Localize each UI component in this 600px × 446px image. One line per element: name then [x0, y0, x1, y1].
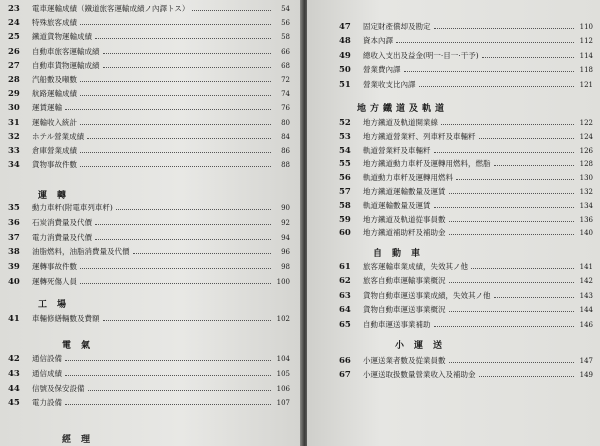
entry-title: 動力車粁(附電車列車粁)	[32, 203, 113, 212]
entry-page: 122	[579, 119, 593, 127]
toc-entry	[339, 291, 593, 301]
leader-dots	[133, 253, 272, 254]
leader-dots	[441, 124, 574, 125]
toc-entry	[8, 160, 290, 170]
leader-dots	[65, 360, 271, 361]
entry-page: 68	[281, 61, 290, 70]
entry-number: 59	[339, 214, 351, 225]
leader-dots	[434, 152, 575, 153]
entry-number: 50	[339, 65, 351, 76]
entry-page: 118	[579, 66, 593, 75]
toc-entry	[339, 146, 593, 156]
leader-dots	[449, 311, 575, 312]
entry-title: 小運送取扱數量營業收入及補助金	[363, 370, 476, 380]
leader-dots	[419, 86, 575, 87]
toc-entry	[339, 262, 593, 272]
entry-number: 39	[8, 262, 20, 273]
leader-dots	[449, 221, 575, 222]
entry-title: 旅客自動車運輸事業概況	[363, 276, 446, 286]
entry-title: 軌道動力車粁及運轉用燃料	[363, 173, 453, 183]
leader-dots	[449, 234, 575, 235]
entry-number: 23	[8, 4, 20, 14]
toc-entry	[339, 65, 593, 75]
toc-entry	[339, 36, 593, 46]
entry-number: 38	[8, 247, 20, 258]
entry-title: 自動車貨物運輸成績	[32, 60, 100, 70]
toc-entry	[339, 51, 593, 61]
entry-title: 鐵道貨物運輸成績	[32, 32, 92, 42]
leader-dots	[87, 138, 271, 139]
entry-number: 32	[8, 131, 20, 142]
entry-title: 地方鐵道及軌道從事員數	[363, 214, 446, 224]
section-heading: 工場	[38, 300, 77, 310]
toc-entry	[8, 384, 290, 394]
leader-dots	[80, 152, 271, 153]
entry-number: 56	[339, 173, 351, 184]
entry-page: 74	[281, 90, 290, 99]
toc-entry	[8, 103, 290, 113]
entry-page: 128	[579, 160, 593, 169]
entry-page: 142	[579, 277, 593, 286]
entry-number: 25	[8, 32, 20, 43]
entry-title: 軌道運輸數量及運賃	[363, 200, 431, 210]
entry-page: 126	[579, 146, 593, 155]
toc-entry	[8, 247, 290, 257]
entry-page: 76	[281, 104, 290, 113]
entry-title: 通信成績	[32, 368, 62, 378]
leader-dots	[396, 42, 574, 43]
entry-page: 66	[281, 47, 290, 56]
toc-entry	[8, 32, 290, 42]
entry-title: 旅客運輸車業成績，失效其ノ他	[363, 262, 468, 271]
toc-entry	[8, 132, 290, 142]
section-heading: 經理	[62, 435, 101, 445]
toc-entry	[8, 18, 290, 28]
entry-number: 47	[339, 22, 351, 32]
entry-page: 134	[579, 201, 593, 210]
toc-entry	[8, 203, 290, 213]
section-heading: 地方鐵道及軌道	[357, 104, 449, 114]
entry-title: 航路運輸成績	[32, 89, 77, 99]
entry-page: 124	[579, 132, 593, 141]
toc-entry	[8, 47, 290, 57]
entry-number: 26	[8, 46, 20, 57]
entry-title: 資本內譯	[363, 36, 393, 46]
entry-page: 106	[276, 384, 290, 393]
entry-number: 48	[339, 36, 351, 47]
leader-dots	[479, 376, 575, 377]
entry-number: 66	[339, 356, 351, 366]
entry-page: 88	[281, 161, 290, 170]
entry-page: 94	[281, 233, 290, 242]
entry-number: 49	[339, 50, 351, 61]
entry-title: 車輛修繕輛數及費額	[32, 314, 100, 323]
toc-entry	[8, 262, 290, 272]
entry-page: 56	[281, 19, 290, 28]
entry-number: 52	[339, 118, 351, 128]
entry-number: 29	[8, 89, 20, 100]
entry-title: ホテル營業成績	[32, 131, 85, 141]
toc-entry	[8, 75, 290, 85]
entry-number: 65	[339, 319, 351, 330]
leader-dots	[80, 124, 271, 125]
toc-entry	[339, 173, 593, 183]
entry-title: 自動車運送事業補助	[363, 319, 431, 329]
entry-title: 地方鐵道補助粁及補助金	[363, 228, 446, 238]
entry-page: 114	[579, 51, 593, 60]
entry-page: 84	[281, 132, 290, 141]
section-heading: 小運送	[395, 341, 453, 351]
entry-page: 80	[281, 118, 290, 127]
entry-number: 30	[8, 103, 20, 114]
entry-page: 146	[579, 320, 593, 329]
entry-title: 總收入支出及益金(明一·目一·干予)	[363, 50, 479, 60]
toc-entry	[8, 277, 290, 287]
entry-page: 136	[579, 215, 593, 224]
entry-number: 63	[339, 290, 351, 301]
entry-number: 35	[8, 203, 20, 213]
entry-number: 31	[8, 117, 20, 128]
leader-dots	[80, 24, 271, 25]
entry-number: 37	[8, 232, 20, 243]
entry-number: 57	[339, 187, 351, 197]
entry-title: 固定財產償却及勘定	[363, 22, 431, 31]
leader-dots	[449, 193, 575, 194]
leader-dots	[116, 209, 271, 210]
toc-entry	[339, 228, 593, 238]
entry-number: 67	[339, 370, 351, 381]
leader-dots	[494, 165, 575, 166]
toc-entry	[8, 354, 290, 364]
leader-dots	[434, 28, 575, 29]
entry-number: 55	[339, 159, 351, 170]
entry-title: 油脂燃料，油脂消費量及代價	[32, 247, 130, 257]
entry-number: 28	[8, 75, 20, 85]
entry-number: 34	[8, 160, 20, 171]
entry-page: 100	[276, 278, 290, 286]
leader-dots	[80, 95, 271, 96]
toc-entry	[8, 61, 290, 71]
entry-page: 112	[579, 37, 593, 46]
entry-page: 102	[276, 315, 290, 323]
leader-dots	[95, 38, 271, 39]
entry-page: 107	[276, 399, 290, 408]
leader-dots	[80, 81, 271, 82]
entry-page: 72	[281, 76, 290, 84]
entry-title: 營業費內譯	[363, 65, 401, 75]
entry-page: 144	[579, 306, 593, 315]
entry-number: 54	[339, 145, 351, 156]
entry-number: 36	[8, 217, 20, 228]
toc-entry	[339, 80, 593, 90]
entry-page: 143	[579, 291, 593, 300]
entry-number: 43	[8, 368, 20, 379]
entry-page: 140	[579, 229, 593, 238]
entry-number: 62	[339, 276, 351, 287]
entry-title: 電力消費量及代價	[32, 232, 92, 242]
leader-dots	[449, 282, 575, 283]
entry-page: 105	[276, 369, 290, 378]
toc-entry	[339, 370, 593, 380]
entry-page: 132	[579, 188, 593, 196]
leader-dots	[479, 138, 575, 139]
leader-dots	[88, 390, 272, 391]
leader-dots	[456, 179, 574, 180]
entry-page: 104	[276, 355, 290, 363]
entry-title: 汽船數及噸數	[32, 75, 77, 84]
entry-number: 40	[8, 277, 20, 287]
entry-title: 運輸收入統計	[32, 117, 77, 127]
entry-number: 51	[339, 79, 351, 90]
toc-entry	[8, 4, 290, 14]
entry-number: 33	[8, 146, 20, 156]
entry-page: 96	[281, 248, 290, 257]
leader-dots	[482, 57, 574, 58]
entry-title: 電力設備	[32, 398, 62, 408]
toc-entry	[8, 146, 290, 156]
leader-dots	[494, 297, 575, 298]
entry-page: 147	[579, 357, 593, 365]
toc-entry	[339, 132, 593, 142]
entry-number: 42	[8, 354, 20, 364]
entry-page: 86	[281, 147, 290, 155]
entry-title: 倉庫營業成績	[32, 146, 77, 155]
leader-dots	[80, 268, 271, 269]
toc-entry	[339, 215, 593, 225]
toc-entry	[339, 201, 593, 211]
entry-number: 53	[339, 131, 351, 142]
entry-page: 110	[579, 23, 593, 31]
toc-entry	[8, 89, 290, 99]
entry-number: 44	[8, 383, 20, 394]
entry-number: 45	[8, 398, 20, 409]
toc-entry	[8, 218, 290, 228]
entry-title: 地方鐵道及軌道開業線	[363, 118, 438, 127]
entry-title: 小運送業者數及從業員數	[363, 356, 446, 365]
entry-page: 98	[281, 263, 290, 272]
right-page	[307, 0, 600, 446]
entry-title: 軌道營業粁及車輛粁	[363, 145, 431, 155]
entry-number: 24	[8, 18, 20, 29]
entry-page: 121	[579, 80, 593, 89]
leader-dots	[103, 67, 272, 68]
entry-title: 信號及保安設備	[32, 383, 85, 393]
leader-dots	[65, 109, 271, 110]
toc-entry	[8, 314, 290, 324]
entry-number: 41	[8, 314, 20, 324]
entry-page: 141	[579, 263, 593, 271]
entry-page: 54	[281, 5, 290, 13]
entry-title: 運轉死傷人員	[32, 277, 77, 286]
leader-dots	[449, 362, 575, 363]
toc-entry	[339, 187, 593, 197]
entry-title: 電車運輸成績（鐵道旅客運輸成績ノ內譯トス）	[32, 4, 190, 13]
entry-number: 61	[339, 262, 351, 272]
entry-page: 149	[579, 371, 593, 380]
entry-title: 貨物自動車運送事業概況	[363, 305, 446, 315]
toc-entry	[339, 276, 593, 286]
leader-dots	[471, 268, 574, 269]
leader-dots	[65, 404, 271, 405]
leader-dots	[80, 283, 271, 284]
section-heading: 電氣	[62, 341, 101, 351]
toc-entry	[339, 356, 593, 366]
toc-entry	[8, 369, 290, 379]
entry-title: 地方鐵道運輸數量及運賃	[363, 187, 446, 196]
section-heading: 自動車	[373, 249, 431, 259]
entry-title: 石炭消費量及代價	[32, 217, 92, 227]
leader-dots	[95, 224, 271, 225]
leader-dots	[103, 53, 272, 54]
leader-dots	[434, 326, 575, 327]
leader-dots	[95, 239, 271, 240]
entry-title: 自動車旅客運輸成績	[32, 46, 100, 56]
entry-page: 130	[579, 174, 593, 183]
toc-entry	[339, 159, 593, 169]
entry-title: 地方鐵道營業粁、列車粁及車輛粁	[363, 131, 476, 141]
leader-dots	[404, 71, 575, 72]
entry-title: 運賃運輸	[32, 103, 62, 113]
leader-dots	[65, 375, 271, 376]
toc-entry	[339, 305, 593, 315]
entry-number: 58	[339, 200, 351, 211]
entry-title: 貨物自動車運送事業成績，失效其ノ他	[363, 290, 491, 300]
leader-dots	[434, 207, 575, 208]
entry-number: 64	[339, 305, 351, 316]
entry-title: 營業收支比內譯	[363, 79, 416, 89]
toc-entry	[339, 118, 593, 128]
toc-entry	[8, 398, 290, 408]
entry-title: 貨物事故件數	[32, 160, 77, 170]
entry-title: 通信設備	[32, 354, 62, 363]
entry-number: 27	[8, 60, 20, 71]
entry-page: 92	[281, 218, 290, 227]
section-heading: 運轉	[38, 191, 77, 201]
entry-title: 運轉事故件數	[32, 262, 77, 272]
toc-entry	[8, 118, 290, 128]
entry-number: 60	[339, 228, 351, 239]
entry-title: 特殊旅客成績	[32, 18, 77, 28]
entry-page: 58	[281, 33, 290, 42]
toc-entry	[8, 233, 290, 243]
leader-dots	[80, 166, 271, 167]
toc-entry	[339, 22, 593, 32]
leader-dots	[103, 320, 272, 321]
entry-page: 90	[281, 204, 290, 212]
toc-entry	[339, 320, 593, 330]
leader-dots	[192, 10, 271, 11]
entry-title: 地方鐵道動力車粁及運轉用燃料，燃脂	[363, 159, 491, 169]
